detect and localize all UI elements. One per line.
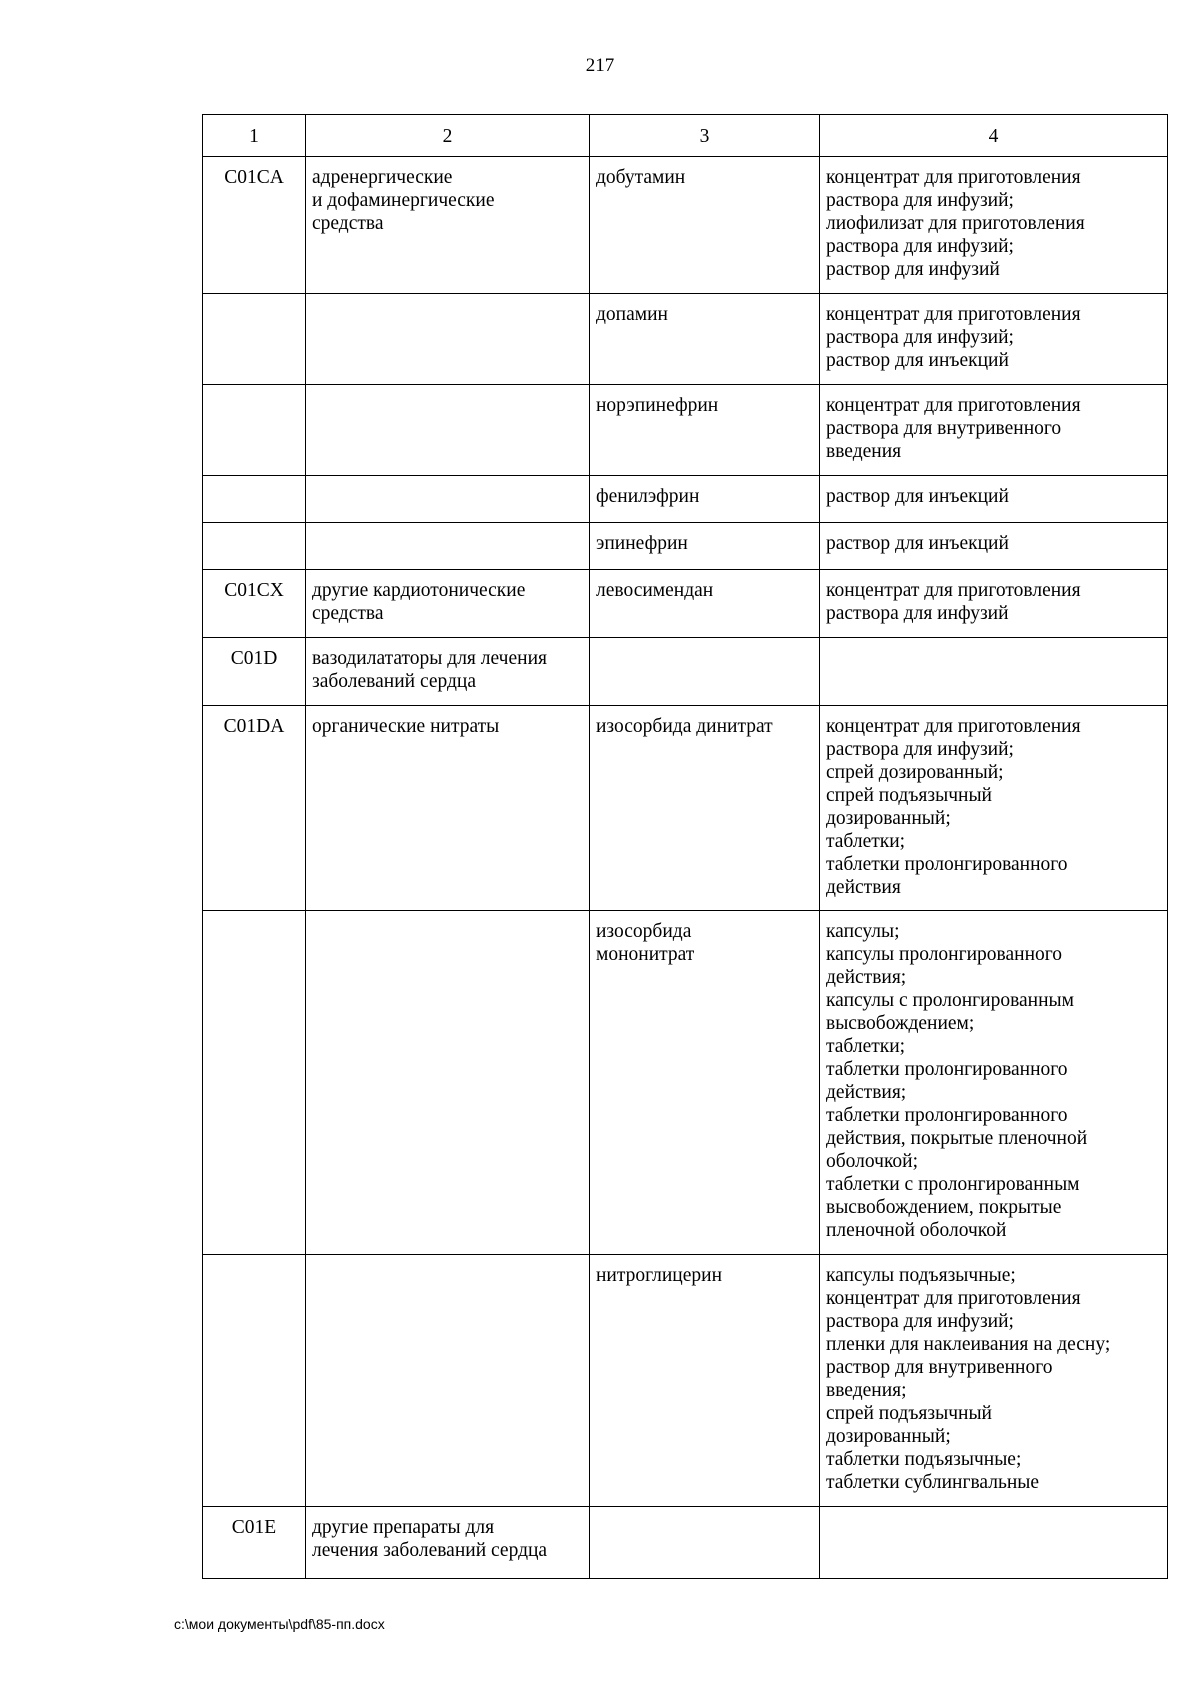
- table-row: [203, 570, 1168, 638]
- cell-line: средства: [312, 603, 384, 624]
- header-cell-3: 3: [590, 115, 820, 157]
- drug-cell: [590, 476, 820, 523]
- cell-line: действия: [826, 877, 901, 898]
- atc-code-cell: [203, 1255, 306, 1507]
- cell-line: раствор для инфузий: [826, 259, 1000, 280]
- cell-line: раствора для инфузий;: [826, 236, 1014, 257]
- table-row: [203, 911, 1168, 1255]
- cell-line: добутамин: [596, 167, 686, 188]
- cell-line: таблетки с пролонгированным: [826, 1174, 1080, 1195]
- cell-line: вазодилататоры для лечения: [312, 648, 547, 669]
- atc-code-cell: C01CX: [203, 570, 306, 638]
- forms-cell: [820, 523, 1168, 570]
- cell-line: лиофилизат для приготовления: [826, 213, 1085, 234]
- cell-line: фенилэфрин: [596, 486, 700, 507]
- cell-line: и дофаминергические: [312, 190, 495, 211]
- forms-cell: [820, 157, 1168, 294]
- table-row: [203, 706, 1168, 911]
- atc-code-cell: [203, 911, 306, 1255]
- group-cell: [306, 385, 590, 476]
- cell-line: раствора для инфузий;: [826, 190, 1014, 211]
- cell-line: изосорбида: [596, 921, 692, 942]
- cell-line: раствора для инфузий: [826, 603, 1009, 624]
- cell-line: таблетки пролонгированного: [826, 1105, 1068, 1126]
- forms-cell: [820, 476, 1168, 523]
- forms-cell: [820, 294, 1168, 385]
- atc-code-cell: C01E: [203, 1507, 306, 1579]
- group-cell: [306, 638, 590, 706]
- cell-line: спрей подъязычный: [826, 1403, 992, 1424]
- cell-line: мононитрат: [596, 944, 695, 965]
- cell-line: норэпинефрин: [596, 395, 719, 416]
- cell-line: действия, покрытые пленочной: [826, 1128, 1088, 1149]
- group-cell: [306, 294, 590, 385]
- table-row: [203, 523, 1168, 570]
- cell-line: таблетки сублингвальные: [826, 1472, 1040, 1493]
- cell-line: левосимендан: [596, 580, 714, 601]
- cell-line: раствора для инфузий;: [826, 739, 1014, 760]
- cell-line: таблетки;: [826, 831, 906, 852]
- group-cell: [306, 570, 590, 638]
- group-cell: [306, 1255, 590, 1507]
- cell-line: концентрат для приготовления: [826, 580, 1081, 601]
- drug-table: [202, 114, 1168, 1579]
- drug-cell: [590, 638, 820, 706]
- cell-line: введения: [826, 441, 902, 462]
- group-cell: [306, 1507, 590, 1579]
- atc-code-cell: C01CA: [203, 157, 306, 294]
- cell-line: другие кардиотонические: [312, 580, 526, 601]
- atc-code-cell: [203, 294, 306, 385]
- drug-cell: [590, 570, 820, 638]
- group-cell: [306, 523, 590, 570]
- header-cell-4: 4: [820, 115, 1168, 157]
- table-row: [203, 638, 1168, 706]
- cell-line: концентрат для приготовления: [826, 167, 1081, 188]
- cell-line: пленки для наклеивания на десну;: [826, 1334, 1111, 1355]
- table-row: [203, 294, 1168, 385]
- forms-cell: [820, 1507, 1168, 1579]
- cell-line: пленочной оболочкой: [826, 1220, 1007, 1241]
- cell-line: высвобождением;: [826, 1013, 975, 1034]
- drug-cell: [590, 911, 820, 1255]
- cell-line: спрей дозированный;: [826, 762, 1004, 783]
- drug-cell: [590, 157, 820, 294]
- cell-line: капсулы;: [826, 921, 900, 942]
- forms-cell: [820, 385, 1168, 476]
- cell-line: капсулы подъязычные;: [826, 1265, 1016, 1286]
- cell-line: раствор для инъекций: [826, 350, 1009, 371]
- header-cell-1: 1: [203, 115, 306, 157]
- cell-line: концентрат для приготовления: [826, 716, 1081, 737]
- page-number: 217: [585, 55, 615, 76]
- cell-line: спрей подъязычный: [826, 785, 992, 806]
- cell-line: капсулы с пролонгированным: [826, 990, 1074, 1011]
- cell-line: таблетки пролонгированного: [826, 1059, 1068, 1080]
- table-row: [203, 476, 1168, 523]
- table-body: [203, 157, 1168, 1579]
- group-cell: [306, 476, 590, 523]
- cell-line: раствора для внутривенного: [826, 418, 1062, 439]
- atc-code-cell: [203, 385, 306, 476]
- cell-line: нитроглицерин: [596, 1265, 723, 1286]
- forms-cell: [820, 638, 1168, 706]
- cell-line: таблетки пролонгированного: [826, 854, 1068, 875]
- cell-line: адренергические: [312, 167, 453, 188]
- cell-line: раствор для внутривенного: [826, 1357, 1053, 1378]
- drug-cell: [590, 1507, 820, 1579]
- cell-line: другие препараты для: [312, 1517, 495, 1538]
- cell-line: таблетки подъязычные;: [826, 1449, 1022, 1470]
- cell-line: действия;: [826, 967, 907, 988]
- cell-line: допамин: [596, 304, 668, 325]
- cell-line: высвобождением, покрытые: [826, 1197, 1062, 1218]
- cell-line: концентрат для приготовления: [826, 1288, 1081, 1309]
- cell-line: раствор для инъекций: [826, 533, 1009, 554]
- cell-line: дозированный;: [826, 808, 951, 829]
- forms-cell: [820, 570, 1168, 638]
- footer-file-path: c:\мои документы\pdf\85-пп.docx: [174, 1616, 385, 1632]
- group-cell: [306, 157, 590, 294]
- cell-line: раствор для инъекций: [826, 486, 1009, 507]
- cell-line: лечения заболеваний сердца: [312, 1540, 548, 1561]
- table-row: [203, 157, 1168, 294]
- cell-line: оболочкой;: [826, 1151, 919, 1172]
- cell-line: заболеваний сердца: [312, 671, 476, 692]
- drug-cell: [590, 706, 820, 911]
- cell-line: органические нитраты: [312, 716, 500, 737]
- cell-line: введения;: [826, 1380, 907, 1401]
- forms-cell: [820, 1255, 1168, 1507]
- cell-line: средства: [312, 213, 384, 234]
- table-row: [203, 1255, 1168, 1507]
- cell-line: дозированный;: [826, 1426, 951, 1447]
- header-cell-2: 2: [306, 115, 590, 157]
- drug-cell: [590, 1255, 820, 1507]
- cell-line: таблетки;: [826, 1036, 906, 1057]
- table-row: [203, 1507, 1168, 1579]
- atc-code-cell: C01DA: [203, 706, 306, 911]
- table-header-row: [203, 115, 1168, 157]
- drug-cell: [590, 385, 820, 476]
- cell-line: концентрат для приготовления: [826, 304, 1081, 325]
- table-row: [203, 385, 1168, 476]
- atc-code-cell: [203, 476, 306, 523]
- group-cell: [306, 706, 590, 911]
- drug-cell: [590, 523, 820, 570]
- drug-cell: [590, 294, 820, 385]
- atc-code-cell: C01D: [203, 638, 306, 706]
- cell-line: раствора для инфузий;: [826, 1311, 1014, 1332]
- cell-line: капсулы пролонгированного: [826, 944, 1063, 965]
- group-cell: [306, 911, 590, 1255]
- cell-line: раствора для инфузий;: [826, 327, 1014, 348]
- cell-line: концентрат для приготовления: [826, 395, 1081, 416]
- atc-code-cell: [203, 523, 306, 570]
- forms-cell: [820, 706, 1168, 911]
- cell-line: изосорбида динитрат: [596, 716, 773, 737]
- cell-line: эпинефрин: [596, 533, 688, 554]
- cell-line: действия;: [826, 1082, 907, 1103]
- forms-cell: [820, 911, 1168, 1255]
